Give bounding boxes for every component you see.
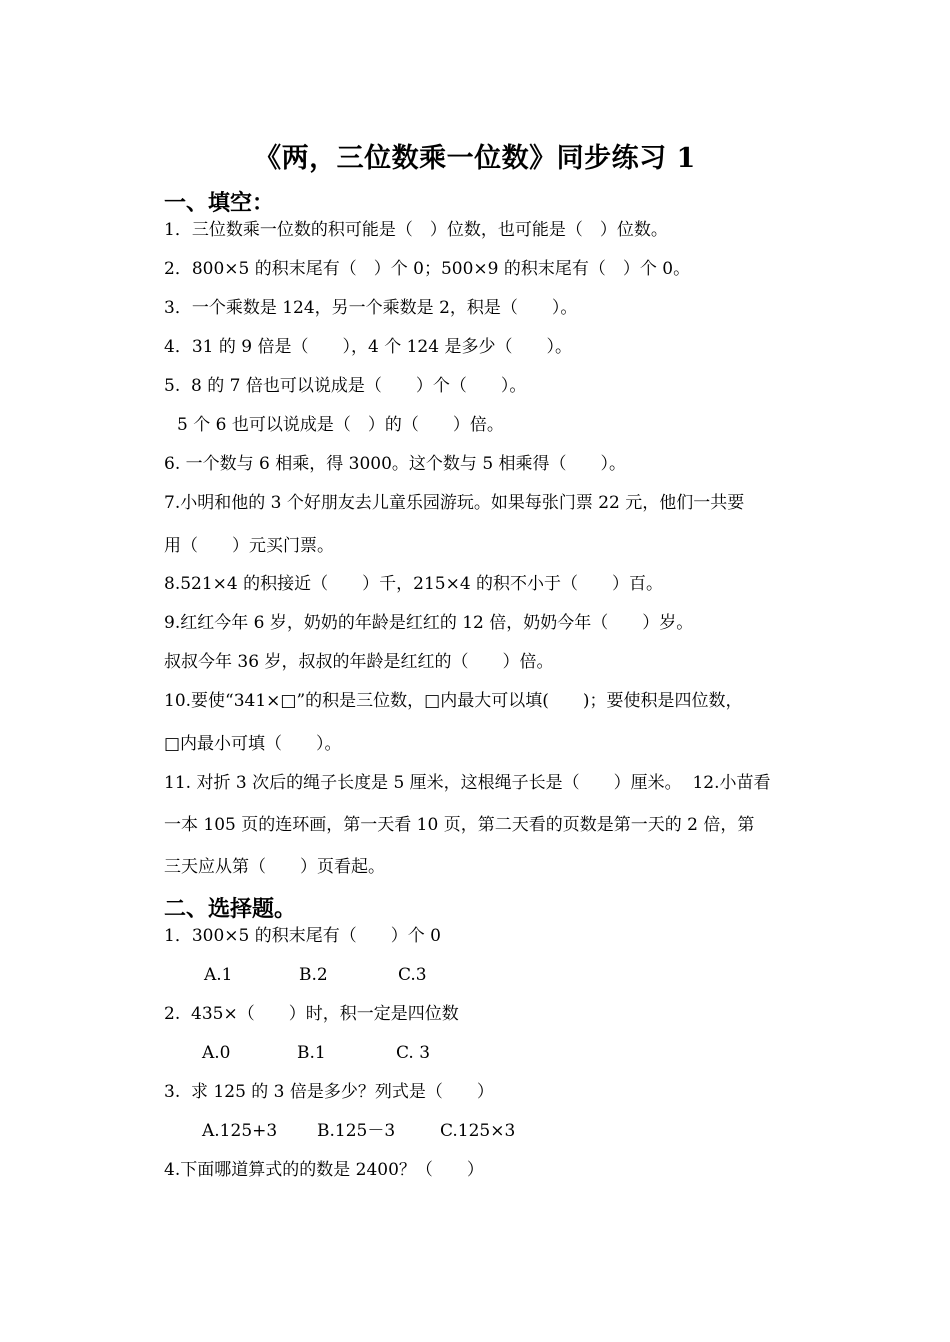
fill-blank-line-5: 5. 8 的 7 倍也可以说成是（ ）个（ ）。 (164, 376, 527, 396)
choice-question-3: 3. 求 125 的 3 倍是多少？列式是（ ） (164, 1082, 494, 1102)
choice-1-option-b: B.2 (299, 965, 328, 985)
choice-1-option-a: A.1 (204, 965, 233, 985)
fill-blank-line-9: 9.红红今年 6 岁，奶奶的年龄是红红的 12 倍，奶奶今年（ ）岁。 (164, 613, 694, 633)
choice-question-2: 2. 435×（ ）时，积一定是四位数 (164, 1004, 459, 1024)
fill-blank-line-1: 1．三位数乘一位数的积可能是（ ）位数，也可能是（ ）位数。 (164, 220, 668, 240)
fill-blank-line-5b: 5 个 6 也可以说成是（ ）的（ ）倍。 (177, 415, 504, 435)
choice-2-option-a: A.0 (202, 1043, 231, 1063)
fill-blank-line-8: 8.521×4 的积接近（ ）千，215×4 的积不小于（ ）百。 (164, 574, 664, 594)
fill-blank-line-3: 3．一个乘数是 124，另一个乘数是 2，积是（ ）。 (164, 298, 578, 318)
fill-blank-line-7b: 用（ ）元买门票。 (164, 536, 334, 556)
choice-question-4: 4.下面哪道算式的的数是 2400？（ ） (164, 1160, 484, 1180)
fill-blank-line-7: 7.小明和他的 3 个好朋友去儿童乐园游玩。如果每张门票 22 元，他们一共要 (164, 493, 745, 513)
fill-blank-line-11: 11. 对折 3 次后的绳子长度是 5 厘米，这根绳子长是（ ）厘米。 12.小苗看 (164, 773, 771, 793)
fill-blank-line-12b: 三天应从第（ ）页看起。 (164, 857, 385, 877)
section-heading-fill-blank: 一、填空： (164, 190, 275, 216)
fill-blank-line-9b: 叔叔今年 36 岁，叔叔的年龄是红红的（ ）倍。 (164, 652, 554, 672)
fill-blank-line-4: 4．31 的 9 倍是（ ），4 个 124 是多少（ ）。 (164, 337, 572, 357)
fill-blank-line-12a: 一本 105 页的连环画，第一天看 10 页，第二天看的页数是第一天的 2 倍，第 (164, 815, 755, 835)
choice-3-option-b: B.125－3 (317, 1121, 396, 1141)
choice-1-option-c: C.3 (398, 965, 427, 985)
page-title: 《两，三位数乘一位数》同步练习 1 (254, 143, 696, 174)
choice-2-option-c: C. 3 (396, 1043, 431, 1063)
section-heading-choice: 二、选择题。 (164, 896, 297, 922)
fill-blank-line-10: 10.要使“341×□”的积是三位数，□内最大可以填( )；要使积是四位数， (164, 691, 743, 711)
choice-3-option-c: C.125×3 (440, 1121, 516, 1141)
fill-blank-line-2: 2．800×5 的积末尾有（ ）个 0；500×9 的积末尾有（ ）个 0。 (164, 259, 691, 279)
choice-question-1: 1．300×5 的积末尾有（ ）个 0 (164, 926, 441, 946)
choice-3-option-a: A.125+3 (202, 1121, 278, 1141)
fill-blank-line-10b: □内最小可填（ ）。 (164, 734, 342, 754)
choice-2-option-b: B.1 (297, 1043, 326, 1063)
fill-blank-line-6: 6. 一个数与 6 相乘，得 3000。这个数与 5 相乘得（ ）。 (164, 454, 627, 474)
